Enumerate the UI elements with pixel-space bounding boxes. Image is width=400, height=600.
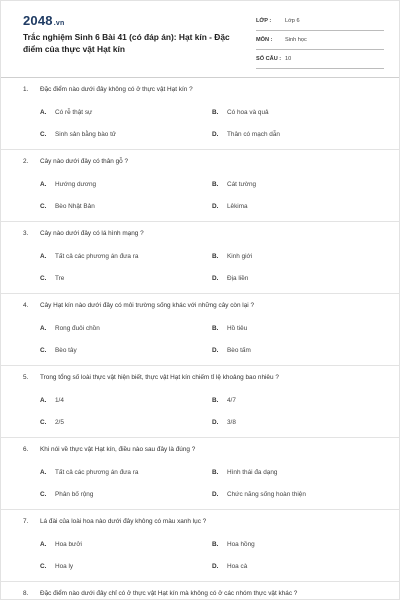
option-text: Hoa ly [55, 563, 74, 570]
option-label: D. [212, 275, 219, 282]
option-text: Bèo tây [55, 347, 77, 354]
meta-value: Sinh học [285, 37, 307, 43]
option-label: A. [40, 397, 47, 404]
option-text: Chức năng sống hoàn thiện [227, 491, 306, 498]
option-text: 2/5 [55, 419, 64, 426]
option-b[interactable] [212, 253, 252, 260]
option-b[interactable] [212, 397, 236, 404]
option-a[interactable] [40, 181, 96, 188]
option-text: Lêkima [227, 203, 248, 210]
question-item [1, 582, 400, 600]
option-text: 1/4 [55, 397, 64, 404]
option-b[interactable] [212, 325, 247, 332]
option-c[interactable] [40, 275, 64, 282]
option-text: Hướng dương [55, 181, 97, 188]
option-text: Tất cả các phương án đưa ra [55, 469, 139, 476]
question-text: Cây nào dưới đây có thân gỗ ? [40, 158, 129, 165]
question-number: 7. [23, 518, 29, 525]
option-c[interactable] [40, 347, 77, 354]
option-text: Hồ tiêu [227, 325, 248, 332]
option-c[interactable] [40, 491, 93, 498]
option-text: 3/8 [227, 419, 236, 426]
option-text: Hoa hồng [227, 541, 255, 548]
option-label: D. [212, 203, 219, 210]
meta-label: SỐ CÂU : [256, 56, 282, 62]
question-text: Đặc điểm nào dưới đây không có ở thực vật Hạt kín ? [40, 86, 193, 93]
option-label: B. [212, 181, 219, 188]
option-text: Tất cả các phương án đưa ra [55, 253, 139, 260]
option-text: Có rễ thật sự [55, 109, 93, 116]
logo-text: 2048 [23, 13, 53, 28]
option-label: B. [212, 541, 219, 548]
logo-tld: .vn [53, 20, 65, 27]
option-c[interactable] [40, 419, 64, 426]
option-text: Hình thái đa dạng [227, 469, 278, 476]
option-b[interactable] [212, 469, 277, 476]
question-number: 8. [23, 590, 29, 597]
option-b[interactable] [212, 181, 256, 188]
option-b[interactable] [212, 109, 269, 116]
option-label: A. [40, 253, 47, 260]
meta-value: Lớp 6 [285, 18, 300, 24]
option-label: D. [212, 347, 219, 354]
question-text: Cây nào dưới đây có lá hình mạng ? [40, 230, 144, 237]
option-label: C. [40, 275, 47, 282]
question-number: 3. [23, 230, 29, 237]
option-label: A. [40, 181, 47, 188]
option-a[interactable] [40, 325, 100, 332]
option-d[interactable] [212, 131, 280, 138]
question-number: 6. [23, 446, 29, 453]
question-text: Cây Hạt kín nào dưới đây có môi trường sống khác với những cây còn lại ? [40, 302, 255, 309]
option-text: Tre [55, 275, 65, 282]
option-text: Địa liền [227, 275, 249, 282]
option-d[interactable] [212, 347, 251, 354]
option-a[interactable] [40, 109, 92, 116]
option-d[interactable] [212, 491, 306, 498]
option-label: D. [212, 419, 219, 426]
question-item [1, 510, 400, 582]
option-text: Có hoa và quả [227, 109, 269, 116]
option-text: Thân có mạch dẫn [227, 131, 280, 138]
question-item [1, 150, 400, 222]
question-text: Lá đài của loài hoa nào dưới đây không có màu xanh lục ? [40, 518, 207, 525]
header [1, 1, 400, 77]
option-label: A. [40, 325, 47, 332]
option-text: 4/7 [227, 397, 236, 404]
meta-row-class [256, 15, 384, 31]
option-d[interactable] [212, 203, 248, 210]
meta-panel [256, 15, 384, 72]
option-label: B. [212, 253, 219, 260]
site-logo[interactable] [23, 13, 64, 28]
option-d[interactable] [212, 419, 236, 426]
option-a[interactable] [40, 253, 138, 260]
option-label: C. [40, 563, 47, 570]
question-item [1, 366, 400, 438]
question-text: Trong tổng số loài thực vật hiện biết, thực vật Hạt kín chiếm tỉ lệ khoảng bao nhiêu ? [40, 374, 279, 381]
option-label: D. [212, 563, 219, 570]
option-b[interactable] [212, 541, 255, 548]
option-c[interactable] [40, 563, 73, 570]
question-item [1, 78, 400, 150]
option-label: C. [40, 419, 47, 426]
option-a[interactable] [40, 469, 138, 476]
option-label: C. [40, 347, 47, 354]
meta-label: MÔN : [256, 37, 273, 43]
option-label: D. [212, 131, 219, 138]
option-text: Rong đuôi chồn [55, 325, 100, 332]
option-text: Hoa bưởi [55, 541, 82, 548]
option-text: Bèo Nhật Bản [55, 203, 95, 210]
option-text: Sinh sản bằng bào tử [55, 131, 117, 138]
option-c[interactable] [40, 203, 95, 210]
meta-row-subject [256, 34, 384, 50]
option-label: A. [40, 541, 47, 548]
option-label: C. [40, 203, 47, 210]
question-number: 1. [23, 86, 29, 93]
question-number: 2. [23, 158, 29, 165]
option-label: B. [212, 469, 219, 476]
option-d[interactable] [212, 275, 248, 282]
option-label: A. [40, 109, 47, 116]
option-label: B. [212, 397, 219, 404]
option-text: Cát tường [227, 181, 257, 188]
option-c[interactable] [40, 131, 116, 138]
option-d[interactable] [212, 563, 247, 570]
meta-label: LỚP : [256, 18, 272, 24]
question-number: 5. [23, 374, 29, 381]
page-title: Trắc nghiệm Sinh 6 Bài 41 (có đáp án): Hạt kín - Đặc điểm của thực vật Hạt kín [23, 32, 230, 54]
question-item [1, 438, 400, 510]
question-text: Đặc điểm nào dưới đây chỉ có ở thực vật Hạt kín mà không có ở các nhóm thực vật khác ? [40, 590, 298, 597]
option-label: A. [40, 469, 47, 476]
option-label: D. [212, 491, 219, 498]
option-text: Bèo tấm [227, 347, 251, 354]
option-text: Phân bố rộng [55, 491, 94, 498]
meta-value: 10 [285, 56, 292, 62]
option-label: C. [40, 491, 47, 498]
option-a[interactable] [40, 397, 64, 404]
question-item [1, 294, 400, 366]
question-number: 4. [23, 302, 29, 309]
question-list [1, 78, 400, 600]
option-text: Hoa cà [227, 563, 248, 570]
meta-row-count [256, 53, 384, 69]
option-label: C. [40, 131, 47, 138]
option-text: Kinh giới [227, 253, 253, 260]
question-text: Khi nói về thực vật Hạt kín, điều nào sau đây là đúng ? [40, 446, 196, 453]
question-item [1, 222, 400, 294]
option-a[interactable] [40, 541, 82, 548]
option-label: B. [212, 109, 219, 116]
option-label: B. [212, 325, 219, 332]
